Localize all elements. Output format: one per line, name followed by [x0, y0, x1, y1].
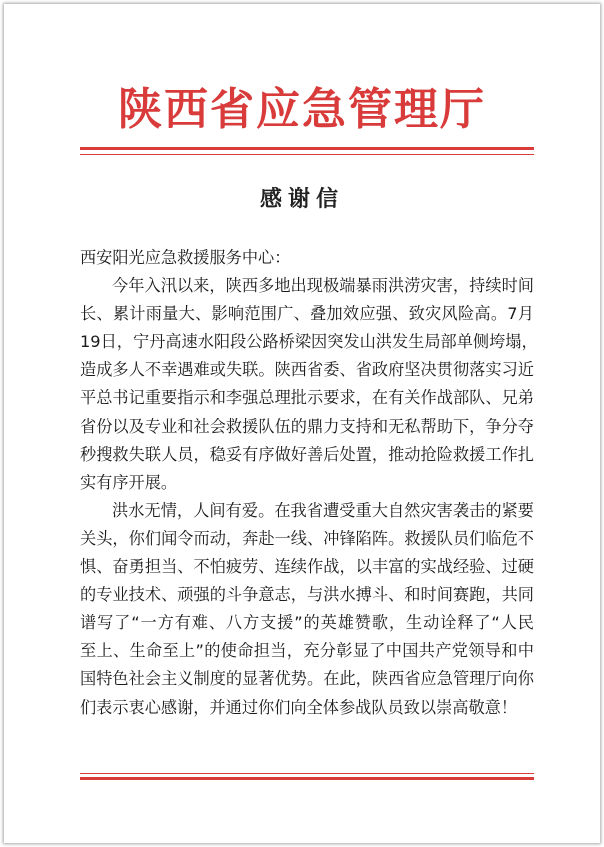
letter-body [80, 244, 538, 722]
paragraph-line: 的专业技术、顽强的斗争意志，与洪水搏斗、和时间赛跑，共同 [80, 585, 534, 605]
paragraph-line: 秒搜救失联人员，稳妥有序做好善后处置，推动抢险救援工作扎 [80, 444, 534, 464]
salutation: 西安阳光应急救援服务中心： [80, 248, 291, 267]
footer-rule-thin [80, 773, 534, 774]
paragraph-line: 谱写了“一方有难、八方支援”的英雄赞歌，生动诠释了“人民 [80, 613, 534, 633]
letter-page [4, 4, 600, 843]
paragraph-line: 们表示衷心感谢，并通过你们向全体参战队员致以崇高敬意！ [80, 697, 518, 717]
paragraph-line: 惧、奋勇担当、不怕疲劳、连续作战，以丰富的实战经验、过硬 [80, 557, 534, 577]
footer-rule-thick [80, 777, 534, 780]
paragraph-line: 今年入汛以来，陕西多地出现极端暴雨洪涝灾害，持续时间 [112, 276, 534, 296]
paragraph-line: 平总书记重要指示和李强总理批示要求，在有关作战部队、兄弟 [80, 388, 534, 408]
paragraph-line: 造成多人不幸遇难或失联。陕西省委、省政府坚决贯彻落实习近 [80, 360, 534, 380]
paragraph-2 [80, 497, 534, 722]
paragraph-line: 洪水无情，人间有爱。在我省遭受重大自然灾害袭击的紧要 [112, 500, 534, 520]
paragraph-1 [80, 272, 538, 497]
paragraph-line: 省份以及专业和社会救援队伍的鼎力支持和无私帮助下，争分夺 [80, 416, 534, 436]
letterhead-rule-thin [80, 154, 534, 155]
paragraph-line: 关头，你们闻令而动，奔赴一线、冲锋陷阵。救援队员们临危不 [80, 528, 534, 548]
paragraph-line: 19日，宁丹高速水阳段公路桥梁因突发山洪发生局部单侧垮塌， [80, 332, 538, 352]
paragraph-line: 至上、生命至上”的使命担当，充分彰显了中国共产党领导和中 [80, 641, 534, 661]
letter-title: 感谢信 [259, 186, 344, 212]
letterhead-org-name: 陕西省应急管理厅 [118, 84, 486, 135]
paragraph-line: 实有序开展。 [80, 472, 178, 492]
paragraph-line: 长、累计雨量大、影响范围广、叠加效应强、致灾风险高。7月 [80, 304, 534, 324]
letterhead-rule-thick [80, 147, 534, 150]
paragraph-line: 国特色社会主义制度的显著优势。在此，陕西省应急管理厅向你 [80, 669, 534, 689]
